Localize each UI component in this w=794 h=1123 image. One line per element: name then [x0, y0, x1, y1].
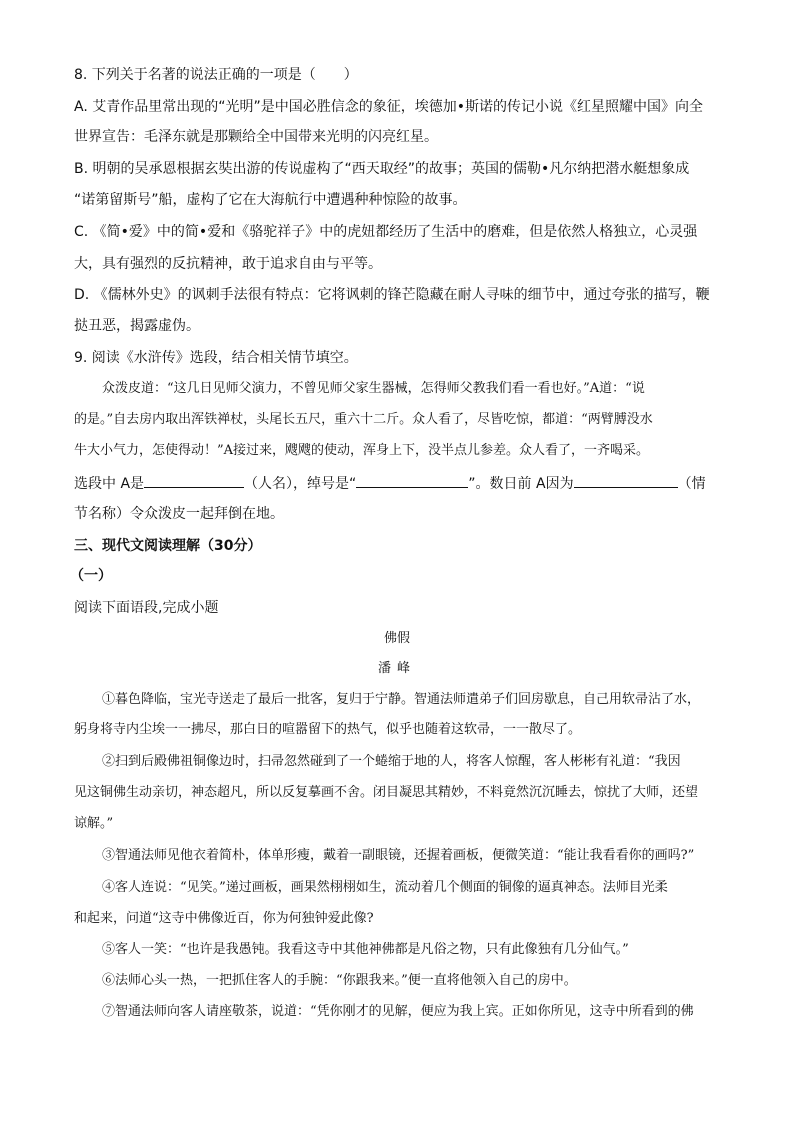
fill-text-c: ”。数日前 A因为	[468, 476, 574, 492]
story-paragraph-4-line2: 和起来，问道“这寺中佛像近百，你为何独钟爱此像?	[74, 911, 374, 926]
question-8-option-d-line1: D. 《儒林外史》的讽刺手法很有特点：它将讽刺的锋芒隐藏在耐人寻味的细节中，通过夸张的描写，鞭	[74, 287, 710, 303]
blank-nickname[interactable]	[356, 473, 468, 488]
excerpt-line-2: 的是。”自去房内取出浑铁禅杖，头尾长五尺，重六十二斤。众人看了，尽皆吃惊，都道：“两臂膊没水	[74, 412, 653, 427]
fill-in-line-2: 节名称）令众泼皮一起拜倒在地。	[74, 506, 284, 522]
fill-in-line-1	[74, 473, 728, 494]
story-paragraph-2-line1: ②扫到后殿佛祖铜像边时，扫帚忽然碰到了一个蜷缩于地的人，将客人惊醒，客人彬彬有礼道：“我因	[102, 754, 681, 769]
section-3-subheading: （一）	[70, 568, 112, 584]
story-paragraph-1-line1: ①暮色降临，宝光寺送走了最后一批客，复归于宁静。智通法师遣弟子们回房歇息，自己用软帚沾了水，	[102, 692, 701, 707]
section-3-instruction: 阅读下面语段,完成小题	[74, 600, 219, 616]
story-paragraph-7: ⑦智通法师向客人请座敬茶，说道：“凭你刚才的见解，便应为我上宾。正如你所见，这寺中所看到的佛	[102, 1004, 694, 1019]
question-8-option-c-line1: C. 《简•爱》中的简•爱和《骆驼祥子》中的虎妞都经历了生活中的磨难，但是依然人格独立，心灵强	[74, 224, 698, 240]
story-paragraph-4-line1: ④客人连说：“见笑。”递过画板，画果然栩栩如生，流动着几个侧面的铜像的逼真神态。法师目光柔	[102, 880, 668, 895]
story-paragraph-1-line2: 躬身将寺内尘埃一一拂尽，那白日的喧嚣留下的热气，似乎也随着这软帚，一一散尽了。	[74, 722, 582, 737]
story-paragraph-6: ⑥法师心头一热，一把抓住客人的手腕：“你跟我来。”便一直将他领入自己的房中。	[102, 973, 577, 988]
question-9-stem: 9. 阅读《水浒传》选段，结合相关情节填空。	[74, 350, 358, 366]
story-paragraph-3: ③智通法师见他衣着简朴，体单形瘦，戴着一副眼镜，还握着画板，便微笑道：“能让我看看你的画吗?”	[102, 848, 695, 863]
story-author: 潘峰	[377, 661, 416, 676]
question-8-option-b-line2: “诺第留斯号”船，虚构了它在大海航行中遭遇种种惊险的故事。	[74, 192, 467, 208]
question-8-stem: 8. 下列关于名著的说法正确的一项是（ ）	[74, 67, 358, 83]
story-paragraph-2-line2: 见这铜佛生动亲切，神态超凡，所以反复摹画不舍。闭目凝思其精妙，不料竟然沉沉睡去，惊扰了大师，还望	[74, 785, 699, 800]
question-8-option-b-line1: B. 明朝的吴承恩根据玄奘出游的传说虚构了“西天取经”的故事；英国的儒勒•凡尔纳把潜水艇想象成	[74, 161, 690, 177]
blank-episode-name[interactable]	[574, 473, 678, 488]
question-8-option-a-line1: A. 艾青作品里常出现的“光明”是中国必胜信念的象征，埃德加•斯诺的传记小说《红星照耀中国》向全	[74, 99, 703, 115]
section-3-heading: 三、现代文阅读理解（30分）	[74, 538, 262, 554]
question-8-option-a-line2: 世界宣告：毛泽东就是那颗给全中国带来光明的闪亮红星。	[74, 129, 438, 145]
blank-hero-name[interactable]	[144, 473, 244, 488]
fill-text-d: （情	[677, 476, 706, 492]
fill-text-b: （人名），绰号是“	[244, 476, 357, 492]
story-title: 佛假	[383, 631, 410, 646]
excerpt-line-3: 牛大小气力，怎使得动！”A接过来，飕飕的使动，浑身上下，没半点儿参差。众人看了，一齐喝采。	[74, 443, 650, 458]
story-paragraph-2-line3: 谅解。”	[74, 816, 114, 831]
question-8-option-d-line2: 挞丑恶，揭露虚伪。	[74, 318, 200, 334]
excerpt-line-1: 众泼皮道：“这几日见师父演力，不曾见师父家生器械，怎得师父教我们看一看也好。”A道：“说	[102, 381, 645, 396]
question-8-option-c-line2: 大，具有强烈的反抗精神，敢于追求自由与平等。	[74, 256, 382, 272]
story-paragraph-5: ⑤客人一笑：“也许是我愚钝。我看这寺中其他神佛都是凡俗之物，只有此像独有几分仙气。”	[102, 942, 629, 957]
fill-text-a: 选段中 A是	[74, 476, 145, 492]
